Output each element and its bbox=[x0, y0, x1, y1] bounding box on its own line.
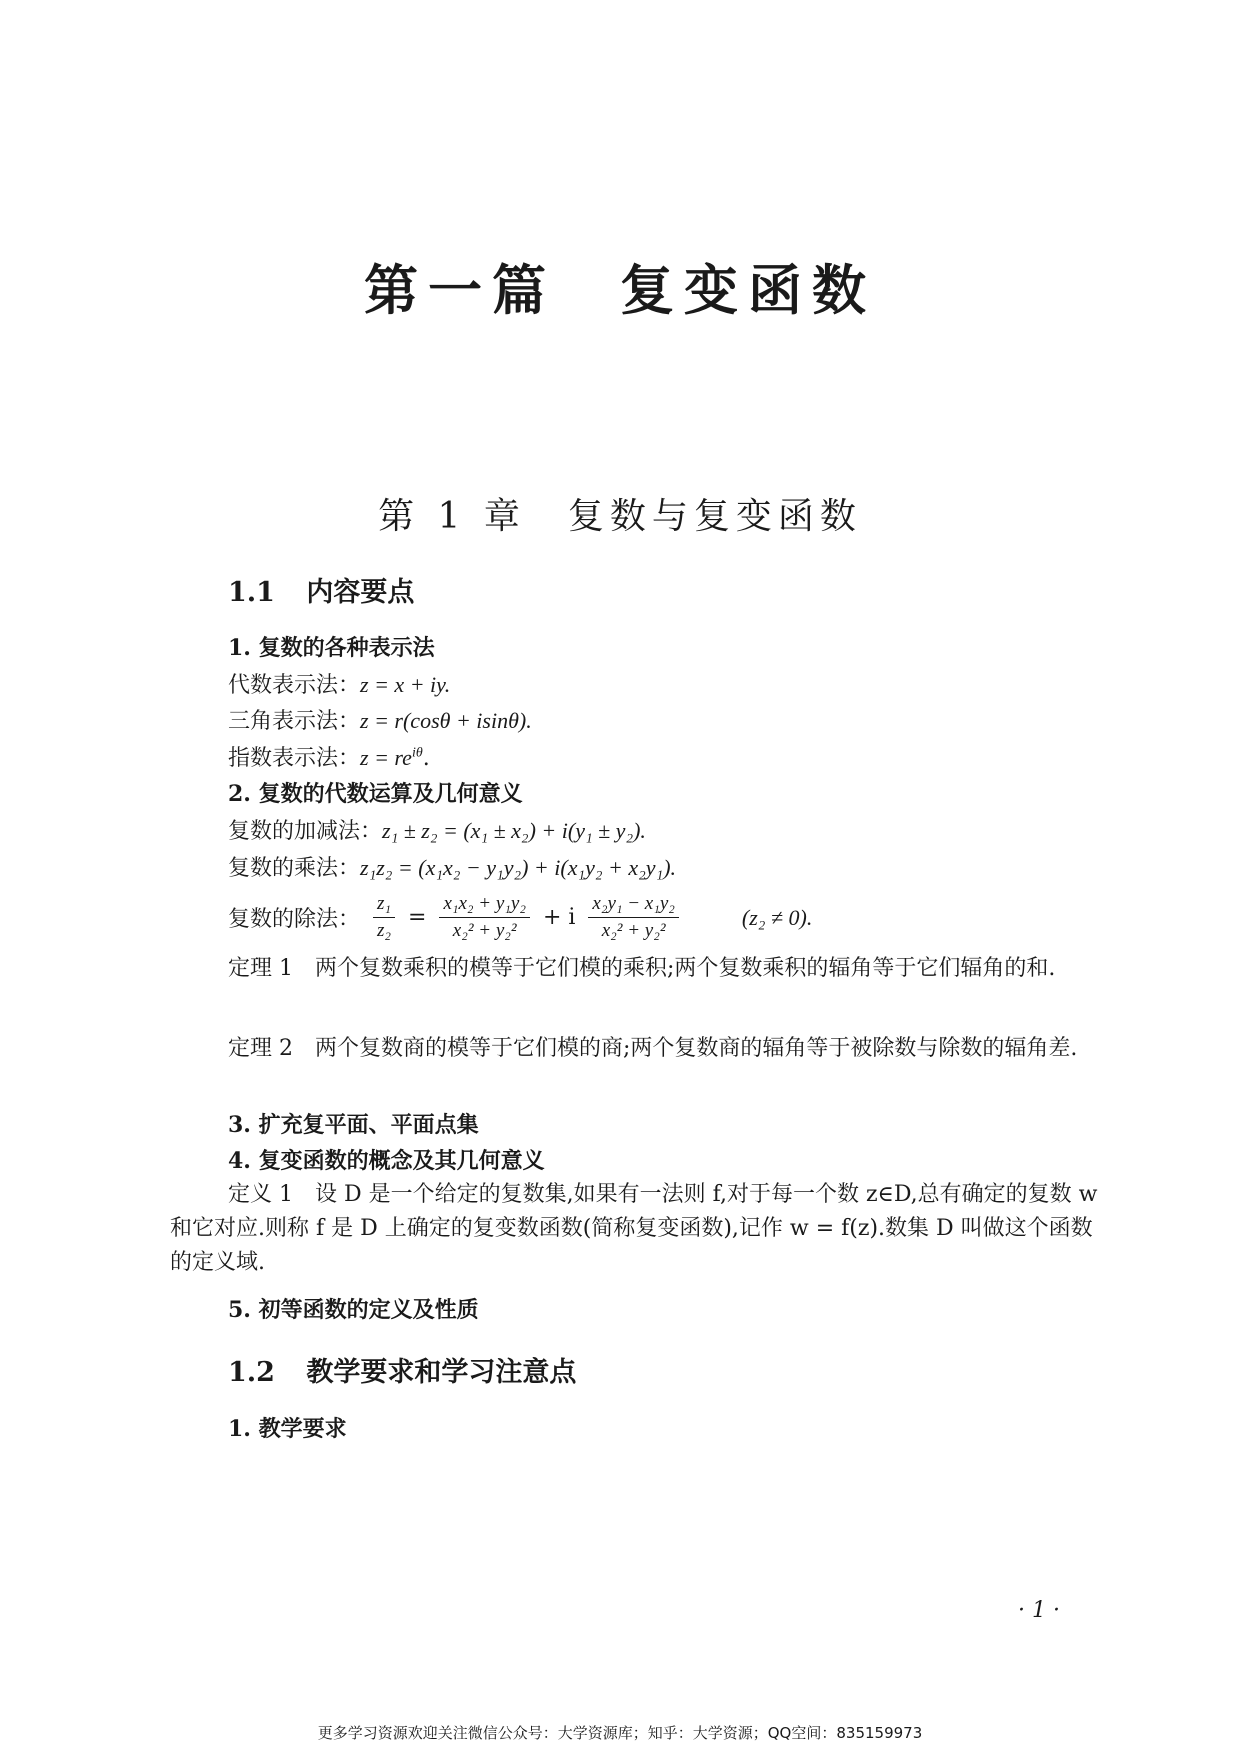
chapter-title: 第 1 章 复数与复变函数 bbox=[378, 496, 862, 537]
part-title: 第一篇 复变函数 bbox=[364, 258, 876, 322]
multiplication-line bbox=[228, 851, 676, 882]
theorem-1: 定理 1 两个复数乘积的模等于它们模的乘积;两个复数乘积的辐角等于它们辐角的和. bbox=[228, 956, 1056, 981]
section-number: 1.1 bbox=[228, 577, 275, 608]
section-number: 1.2 bbox=[228, 1357, 275, 1388]
algebraic-form-line bbox=[228, 668, 450, 699]
definition-1: 定义 1 设 D 是一个给定的复数集,如果有一法则 f,对于每一个数 z∈D,总有确定的复数 w 和它对应.则称 f 是 D 上确定的复变数函数(简称复变函数),记作 w = f(z).数集 D 叫做这个函数的定义域. bbox=[170, 1182, 1098, 1275]
addition-label: 复数的加减法： bbox=[228, 819, 383, 844]
fraction-denominator: z₂ bbox=[377, 920, 392, 941]
equals-sign: = bbox=[408, 905, 427, 930]
subheading-extended-plane: 3. 扩充复平面、平面点集 bbox=[228, 1112, 479, 1138]
exponential-form-line bbox=[228, 741, 430, 772]
trigonometric-form-formula: z = r(cosθ + isinθ). bbox=[360, 708, 532, 733]
exponential-form-end: . bbox=[422, 746, 430, 771]
division-condition: (z₂ ≠ 0). bbox=[741, 904, 813, 930]
subheading-representations: 1. 复数的各种表示法 bbox=[228, 635, 435, 661]
theorem-2: 定理 2 两个复数商的模等于它们模的商;两个复数商的辐角等于被除数与除数的辐角差. bbox=[228, 1036, 1078, 1061]
subheading-teaching-requirements: 1. 教学要求 bbox=[228, 1416, 347, 1442]
fraction-numerator: x₁x₂ + y₁y₂ bbox=[439, 893, 529, 918]
exponential-form-label: 指数表示法： bbox=[228, 746, 361, 771]
fraction-denominator: x₂² + y₂² bbox=[601, 920, 666, 941]
division-label: 复数的除法： bbox=[228, 907, 361, 932]
fraction-numerator: z₁ bbox=[373, 893, 395, 918]
subheading-complex-functions: 4. 复变函数的概念及其几何意义 bbox=[228, 1148, 545, 1174]
section-heading-1 bbox=[228, 570, 414, 609]
multiplication-formula: z₁z₂ = (x₁x₂ − y₁y₂) + i(x₁y₂ + x₂y₁). bbox=[360, 855, 677, 880]
division-fraction-imaginary bbox=[588, 893, 678, 942]
trigonometric-form-line bbox=[228, 704, 532, 735]
addition-line bbox=[228, 814, 646, 845]
algebraic-form-formula: z = x + iy. bbox=[360, 672, 451, 697]
section-title: 教学要求和学习注意点 bbox=[306, 1357, 577, 1388]
division-fraction-lhs bbox=[373, 893, 395, 942]
fraction-numerator: x₂y₁ − x₁y₂ bbox=[588, 893, 678, 918]
page-number: · 1 · bbox=[1018, 1598, 1060, 1623]
division-fraction-real bbox=[439, 893, 529, 942]
exponential-form-formula: z = re bbox=[360, 745, 412, 770]
section-heading-2 bbox=[228, 1350, 576, 1389]
subheading-elementary-functions: 5. 初等函数的定义及性质 bbox=[228, 1297, 479, 1323]
fraction-denominator: x₂² + y₂² bbox=[452, 920, 517, 941]
footer-watermark-text: 更多学习资源欢迎关注微信公众号：大学资源库；知乎：大学资源；QQ空间：835159973 bbox=[317, 1724, 923, 1742]
algebraic-form-label: 代数表示法： bbox=[228, 673, 361, 698]
multiplication-label: 复数的乘法： bbox=[228, 856, 361, 881]
plus-i: + i bbox=[542, 905, 576, 930]
addition-formula: z₁ ± z₂ = (x₁ ± x₂) + i(y₁ ± y₂). bbox=[382, 818, 646, 843]
subheading-operations: 2. 复数的代数运算及几何意义 bbox=[228, 781, 523, 807]
division-line bbox=[228, 893, 812, 942]
trigonometric-form-label: 三角表示法： bbox=[228, 709, 361, 734]
section-title: 内容要点 bbox=[306, 577, 415, 608]
exponential-form-superscript: iθ bbox=[411, 745, 423, 761]
